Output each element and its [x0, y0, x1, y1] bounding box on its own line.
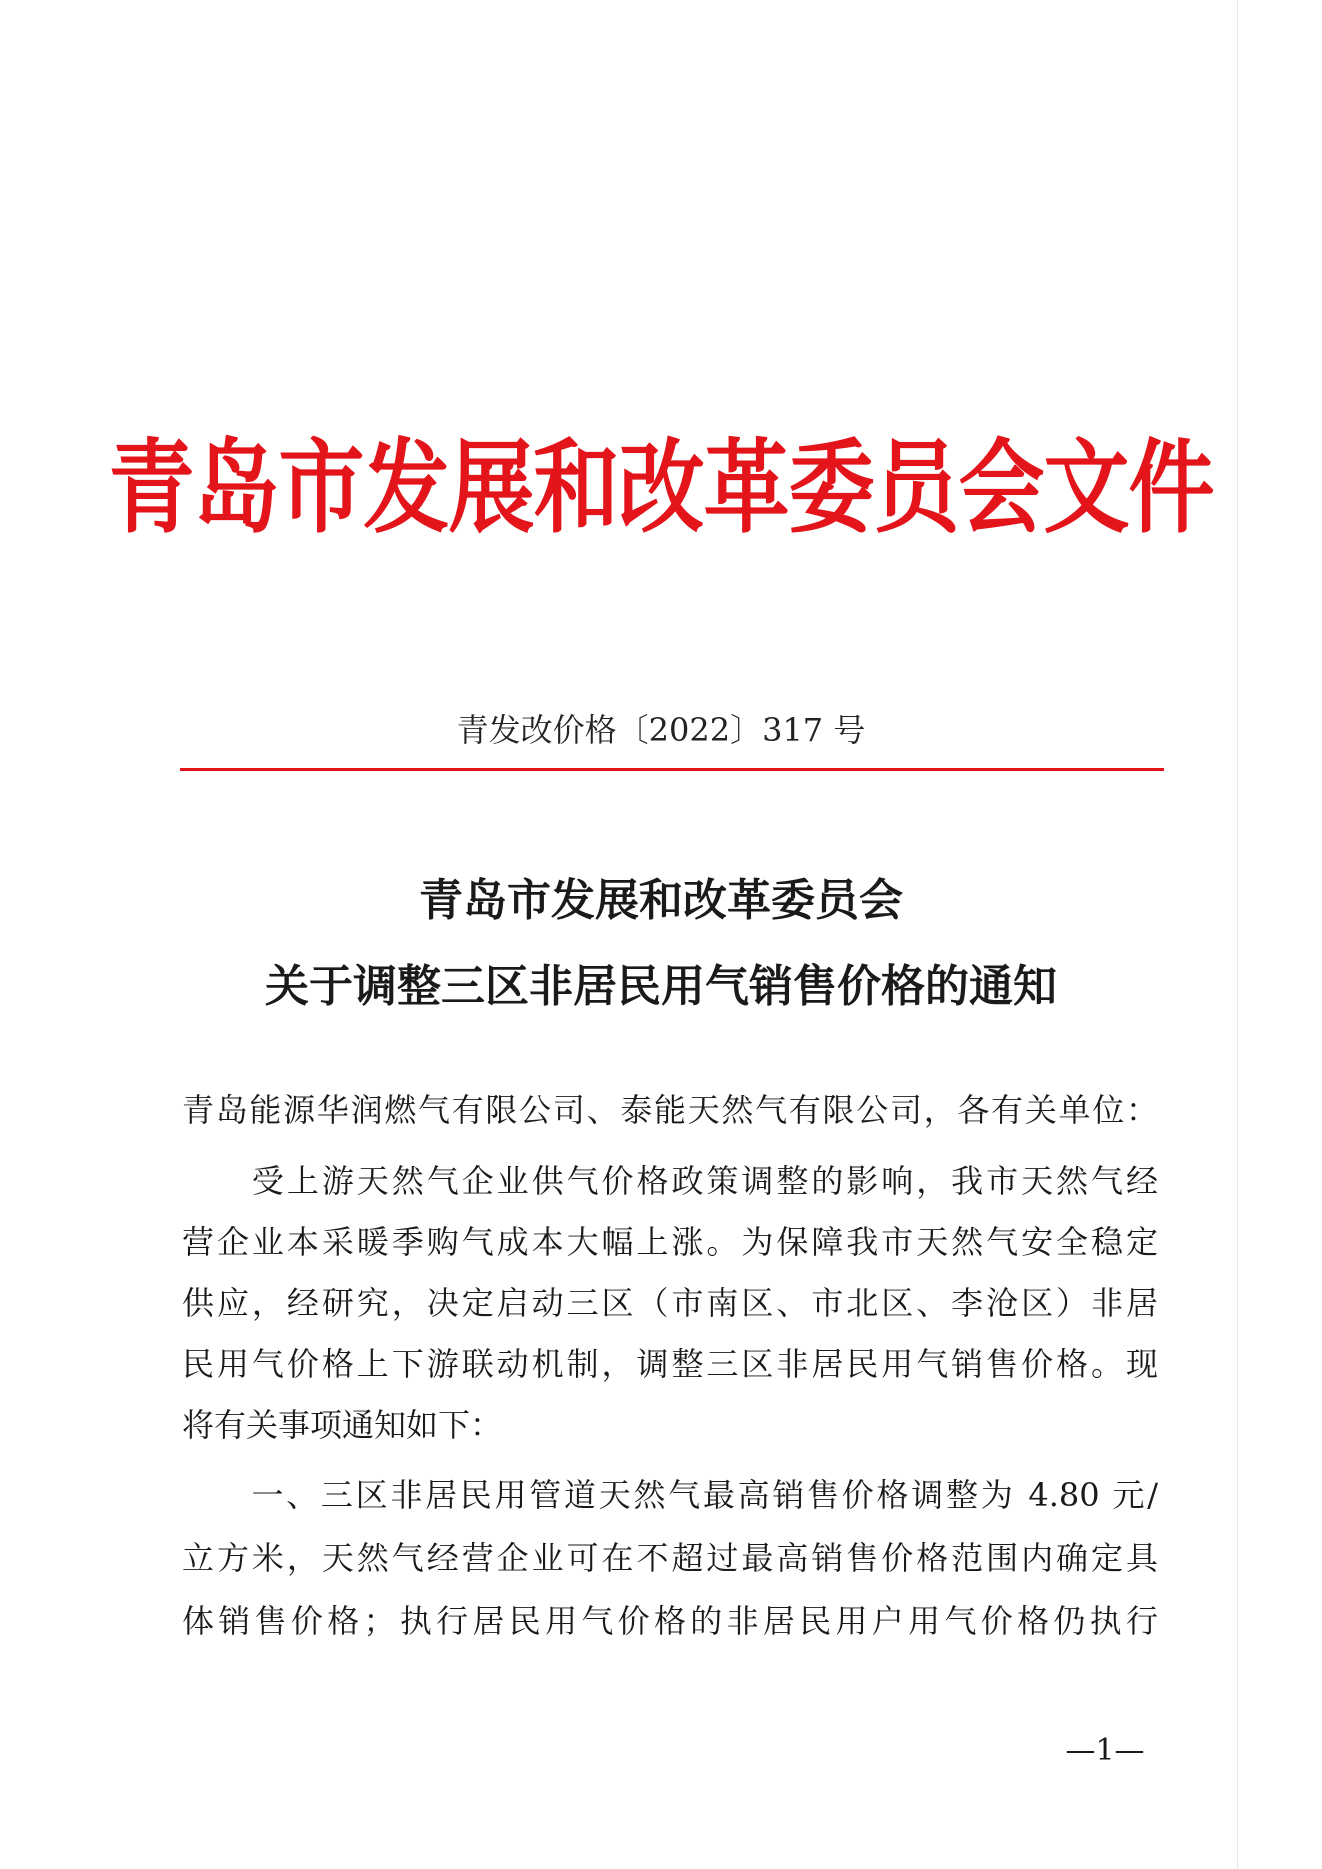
document-title-line-2: 关于调整三区非居民用气销售价格的通知 — [265, 961, 1057, 1012]
page-number: —1— — [1065, 1733, 1145, 1768]
body-line: 一、三区非居民用管道天然气最高销售价格调整为 4.80 元/ — [182, 1476, 1158, 1514]
document-number: 青发改价格〔2022〕317 号 — [456, 711, 866, 749]
document-masthead: 青岛市发展和改革委员会文件 — [108, 430, 1214, 548]
body-line: 供应，经研究，决定启动三区（市南区、市北区、李沧区）非居 — [182, 1284, 1158, 1322]
body-line: 将有关事项通知如下： — [182, 1406, 503, 1444]
body-line: 民用气价格上下游联动机制，调整三区非居民用气销售价格。现 — [182, 1345, 1158, 1383]
body-line: 受上游天然气企业供气价格政策调整的影响，我市天然气经 — [182, 1162, 1158, 1200]
body-line: 体销售价格；执行居民用气价格的非居民用户用气价格仍执行 — [182, 1602, 1158, 1640]
document-title-line-1: 青岛市发展和改革委员会 — [419, 875, 903, 926]
red-separator-line — [180, 768, 1164, 771]
body-line: 营企业本采暖季购气成本大幅上涨。为保障我市天然气安全稳定 — [182, 1223, 1158, 1261]
addressee-line: 青岛能源华润燃气有限公司、泰能天然气有限公司，各有关单位： — [182, 1091, 1158, 1129]
body-line: 立方米，天然气经营企业可在不超过最高销售价格范围内确定具 — [182, 1539, 1158, 1577]
